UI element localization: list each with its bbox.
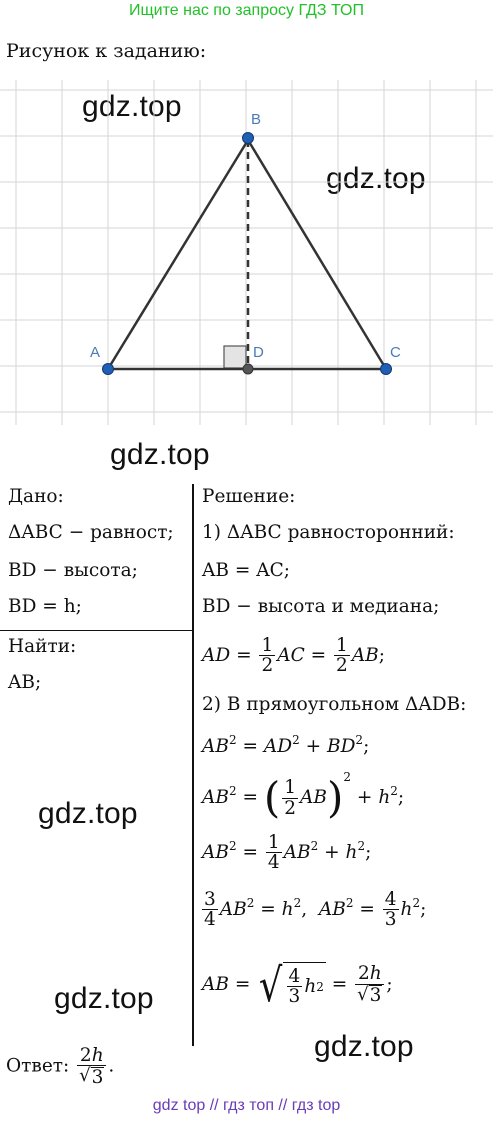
find-title: Найти: <box>8 636 77 657</box>
solution-eq-1: AB = AC; <box>202 560 290 581</box>
given-title: Дано: <box>8 486 64 507</box>
solution-eq-6: $AB^2$ = $\frac{1}{4}$ $AB^2 + h^2$; <box>202 832 372 874</box>
footer-links: gdz top // гдз топ // гдз top <box>152 1097 341 1114</box>
solution-eq-3: AD = $\frac{1}{2}$ AC = $\frac{1}{2}$ AB; <box>202 635 386 677</box>
answer: Ответ: 2h √ 3 . <box>6 1045 115 1088</box>
label-a: A <box>90 344 101 361</box>
solution-step-2: 2) В прямоугольном ΔADB: <box>202 694 467 715</box>
side-bc <box>248 140 386 369</box>
search-banner: Ищите нас по запросу ГДЗ ТОП <box>129 2 364 19</box>
table-divider-horizontal <box>0 630 193 631</box>
table-divider-vertical <box>192 484 194 1046</box>
find-value: AB; <box>8 672 42 693</box>
watermark: gdz.top <box>314 1030 414 1063</box>
solution-eq-5: $AB^2$ = ( $\frac{1}{2}$ $AB)^2 + h^2$; <box>202 770 405 823</box>
watermark: gdz.top <box>110 438 210 471</box>
watermark: gdz.top <box>54 982 154 1015</box>
figure-caption: Рисунок к заданию: <box>6 40 207 62</box>
watermark: gdz.top <box>82 90 182 123</box>
answer-label: Ответ: <box>6 1055 70 1077</box>
label-d: D <box>253 344 264 361</box>
point-c <box>381 364 392 375</box>
given-line-3: BD = h; <box>8 596 82 617</box>
watermark: gdz.top <box>38 797 138 830</box>
solution-step-1: 1) ΔABC равносторонний: <box>202 522 455 543</box>
label-b: B <box>251 111 262 128</box>
triangle-figure <box>0 80 493 432</box>
side-ab <box>108 140 248 369</box>
solution-eq-2: BD − высота и медиана; <box>202 596 440 617</box>
point-d <box>243 364 253 374</box>
solution-eq-4: $AB^2 = AD^2 + BD^2$; <box>202 733 370 757</box>
solution-eq-7: $\frac{3}{4}$ $AB^2 = h^2$, $AB^2$ = $\frac{4}{3}$ $h^2$; <box>204 889 427 931</box>
point-a <box>103 364 114 375</box>
watermark: gdz.top <box>326 162 426 195</box>
solution-title: Решение: <box>202 486 296 507</box>
given-line-2: BD − высота; <box>8 560 138 581</box>
point-b <box>243 133 254 144</box>
right-angle-mark <box>224 346 246 368</box>
given-line-1: ΔABC − равност; <box>8 522 174 543</box>
label-c: C <box>390 344 401 361</box>
solution-eq-8: AB = √ $\frac{4}{3}$ h 2 = 2h √ 3 ; <box>202 958 393 1012</box>
